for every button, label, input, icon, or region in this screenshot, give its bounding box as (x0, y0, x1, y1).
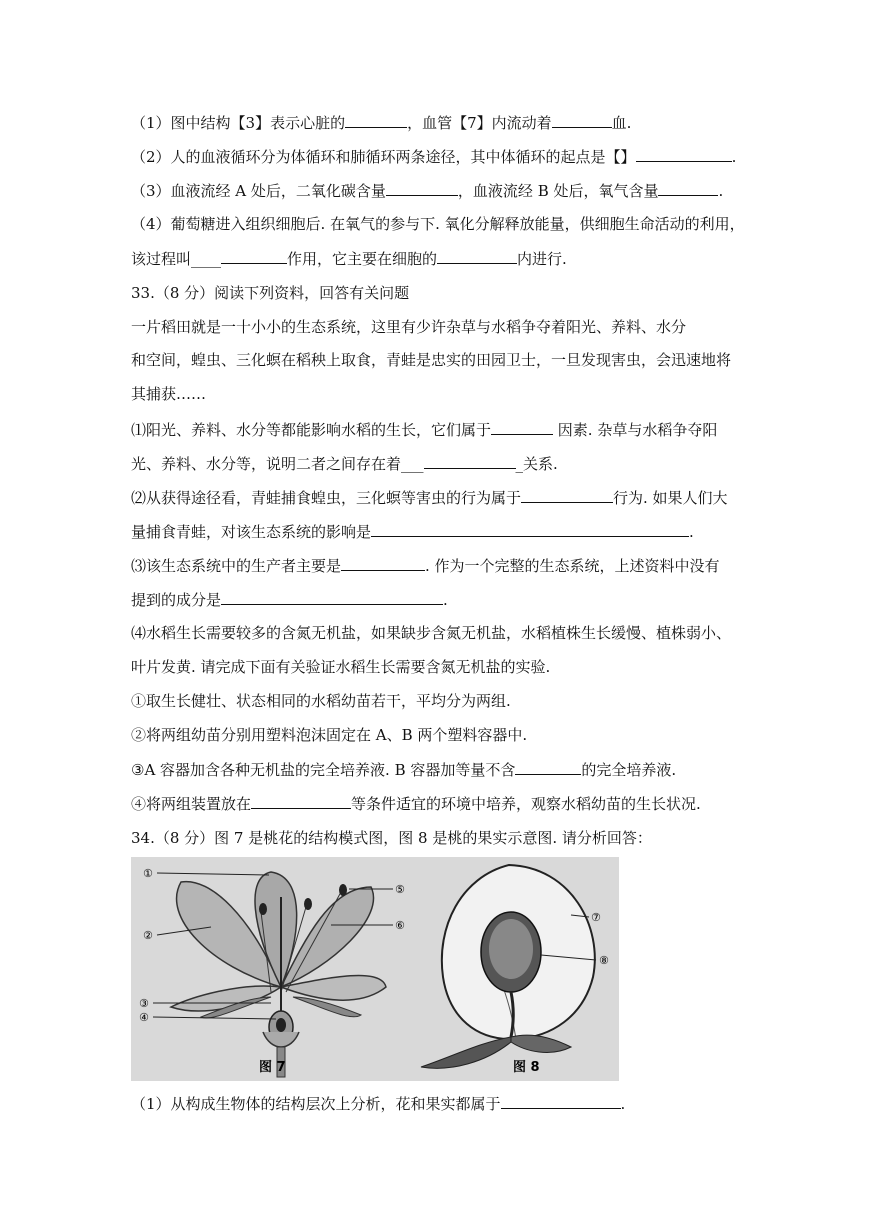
answer-blank[interactable] (386, 180, 458, 196)
q33-title: 33.（8 分）阅读下列资料，回答有关问题 (131, 284, 410, 302)
answer-blank[interactable] (521, 487, 613, 503)
answer-blank[interactable] (345, 112, 407, 128)
q33-passage-line-2: 和空间，蝗虫、三化螟在稻秧上取食，青蛙是忠实的田园卫士，一旦发现害虫，会迅速地将 (131, 351, 732, 369)
answer-blank[interactable] (515, 759, 581, 775)
q33-item-1-line2: 光、养料、水分等，说明二者之间存在着___ _关系. (131, 455, 558, 473)
q33-item-3-line1: ⑶该生态系统中的生产者主要是 . 作为一个完整的生态系统，上述资料中没有 (131, 557, 720, 575)
q33-item-4-line2: 叶片发黄. 请完成下面有关验证水稻生长需要含氮无机盐的实验. (131, 658, 551, 676)
peach-flower-illustration (153, 872, 393, 1077)
fig7-marker-1: ① (143, 867, 153, 880)
answer-blank[interactable] (341, 555, 425, 571)
figure-peach-flower-and-fruit (131, 857, 619, 1081)
answer-blank[interactable] (501, 1093, 621, 1109)
q32-item-3: （3）血液流经 A 处后，二氧化碳含量 ，血液流经 B 处后，氧气含量 . (131, 182, 724, 200)
answer-blank[interactable] (251, 793, 351, 809)
answer-blank[interactable] (658, 180, 718, 196)
q33-passage-line-1: 一片稻田就是一十小小的生态系统，这里有少许杂草与水稻争夺着阳光、养料、水分 (131, 318, 687, 336)
q33-item-2-line1: ⑵从获得途径看，青蛙捕食蝗虫，三化螟等害虫的行为属于 行为. 如果人们大 (131, 489, 728, 507)
q33-item-3-line2: 提到的成分是 . (131, 591, 448, 609)
q33-item-1-line1: ⑴阳光、养料、水分等都能影响水稻的生长，它们属于 因素. 杂草与水稻争夺阳 (131, 421, 718, 439)
answer-blank[interactable] (424, 453, 516, 469)
fig7-label: 图 7 (259, 1060, 286, 1075)
figure-illustration (131, 857, 619, 1081)
fig7-marker-5: ⑤ (395, 883, 405, 896)
q32-item-4-line1: （4）葡萄糖进入组织细胞后. 在氧气的参与下. 氧化分解释放能量，供细胞生命活动的利用， (131, 215, 745, 233)
fig7-marker-2: ② (143, 929, 153, 942)
q33-step-4: ④将两组装置放在 等条件适宜的环境中培养，观察水稻幼苗的生长状况. (131, 795, 701, 813)
q33-item-4-line1: ⑷水稻生长需要较多的含氮无机盐，如果缺步含氮无机盐，水稻植株生长缓慢、植株弱小、 (131, 624, 732, 642)
answer-blank[interactable] (221, 589, 443, 605)
answer-blank[interactable] (371, 521, 689, 537)
q33-passage-line-3: 其捕获…… (131, 385, 207, 403)
q32-item-1: （1）图中结构【3】表示心脏的 ，血管【7】内流动着 血. (131, 114, 632, 132)
q33-step-3: ③A 容器加含各种无机盐的完全培养液. B 容器加等量不含 的完全培养液. (131, 761, 677, 779)
answer-blank[interactable] (437, 248, 517, 264)
q34-item-1: （1）从构成生物体的结构层次上分析，花和果实都属于 . (131, 1095, 626, 1113)
q32-item-4-line2: 该过程叫____ 作用，它主要在细胞的 内进行. (131, 250, 567, 268)
q33-step-1: ①取生长健壮、状态相同的水稻幼苗若干，平均分为两组. (131, 692, 511, 710)
fig7-marker-6: ⑥ (395, 919, 405, 932)
q34-title: 34.（8 分）图 7 是桃花的结构模式图，图 8 是桃的果实示意图. 请分析回答： (131, 829, 652, 847)
peach-fruit-illustration (421, 865, 596, 1068)
q33-item-2-line2: 量捕食青蛙，对该生态系统的影响是 . (131, 523, 694, 541)
fig7-marker-4: ④ (139, 1011, 149, 1024)
q32-item-2: （2）人的血液循环分为体循环和肺循环两条途径，其中体循环的起点是【】 . (131, 148, 737, 166)
answer-blank[interactable] (221, 248, 287, 264)
answer-blank[interactable] (552, 112, 612, 128)
answer-blank[interactable] (491, 419, 553, 435)
answer-blank[interactable] (636, 146, 732, 162)
q33-step-2: ②将两组幼苗分别用塑料泡沫固定在 A、B 两个塑料容器中. (131, 726, 528, 744)
fig8-marker-8: ⑧ (599, 954, 609, 967)
fig7-marker-3: ③ (139, 997, 149, 1010)
fig8-marker-7: ⑦ (591, 911, 601, 924)
fig8-label: 图 8 (513, 1060, 540, 1075)
